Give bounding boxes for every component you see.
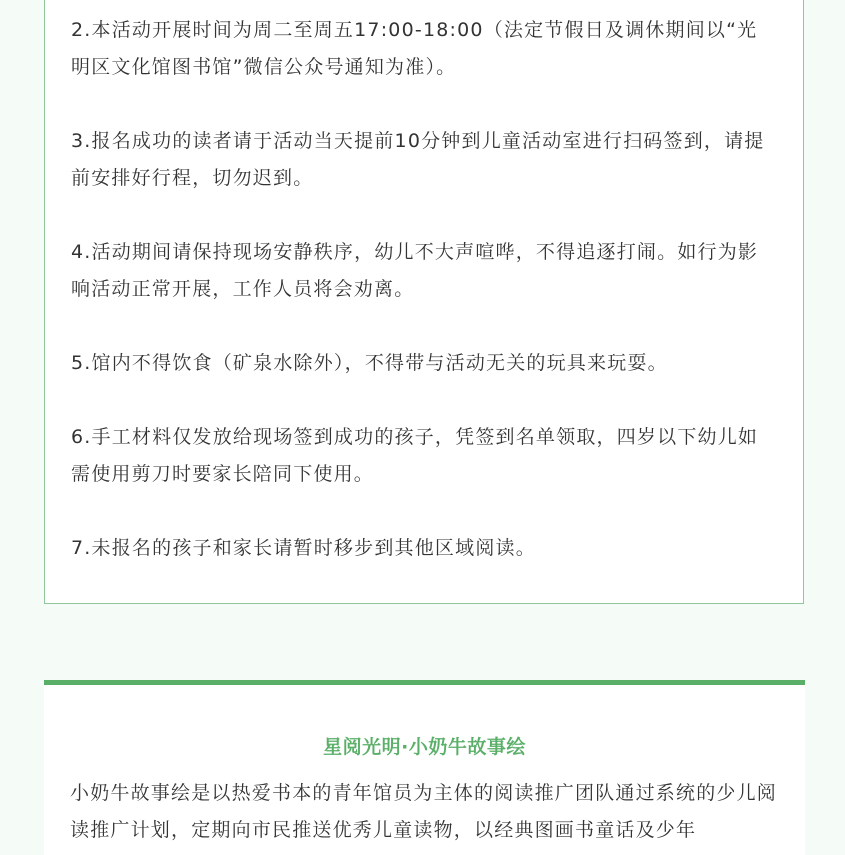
section-title: 星阅光明·小奶牛故事绘: [323, 736, 526, 758]
rule-item-6: 6.手工材料仅发放给现场签到成功的孩子，凭签到名单领取，四岁以下幼儿如需使用剪刀时要家长陪同下使用。: [71, 426, 759, 485]
activity-rules-box: [44, 0, 804, 604]
story-section-card: [44, 685, 805, 855]
rule-item-4: 4.活动期间请保持现场安静秩序，幼儿不大声喧哗，不得追逐打闹。如行为影响活动正常开展，工作人员将会劝离。: [71, 241, 759, 300]
rule-item-2: 2.本活动开展时间为周二至周五17:00-18:00（法定节假日及调休期间以“光明区文化馆图书馆”微信公众号通知为准）。: [71, 19, 758, 78]
rule-item-7: 7.未报名的孩子和家长请暂时移步到其他区域阅读。: [71, 537, 536, 559]
section-intro-text: 小奶牛故事绘是以热爱书本的青年馆员为主体的阅读推广团队通过系统的少儿阅读推广计划，定期向市民推送优秀儿童读物，以经典图画书童话及少年: [70, 782, 778, 841]
rule-item-5: 5.馆内不得饮食（矿泉水除外），不得带与活动无关的玩具来玩耍。: [71, 352, 668, 374]
rule-item-3: 3.报名成功的读者请于活动当天提前10分钟到儿童活动室进行扫码签到，请提前安排好行程，切勿迟到。: [71, 130, 765, 189]
